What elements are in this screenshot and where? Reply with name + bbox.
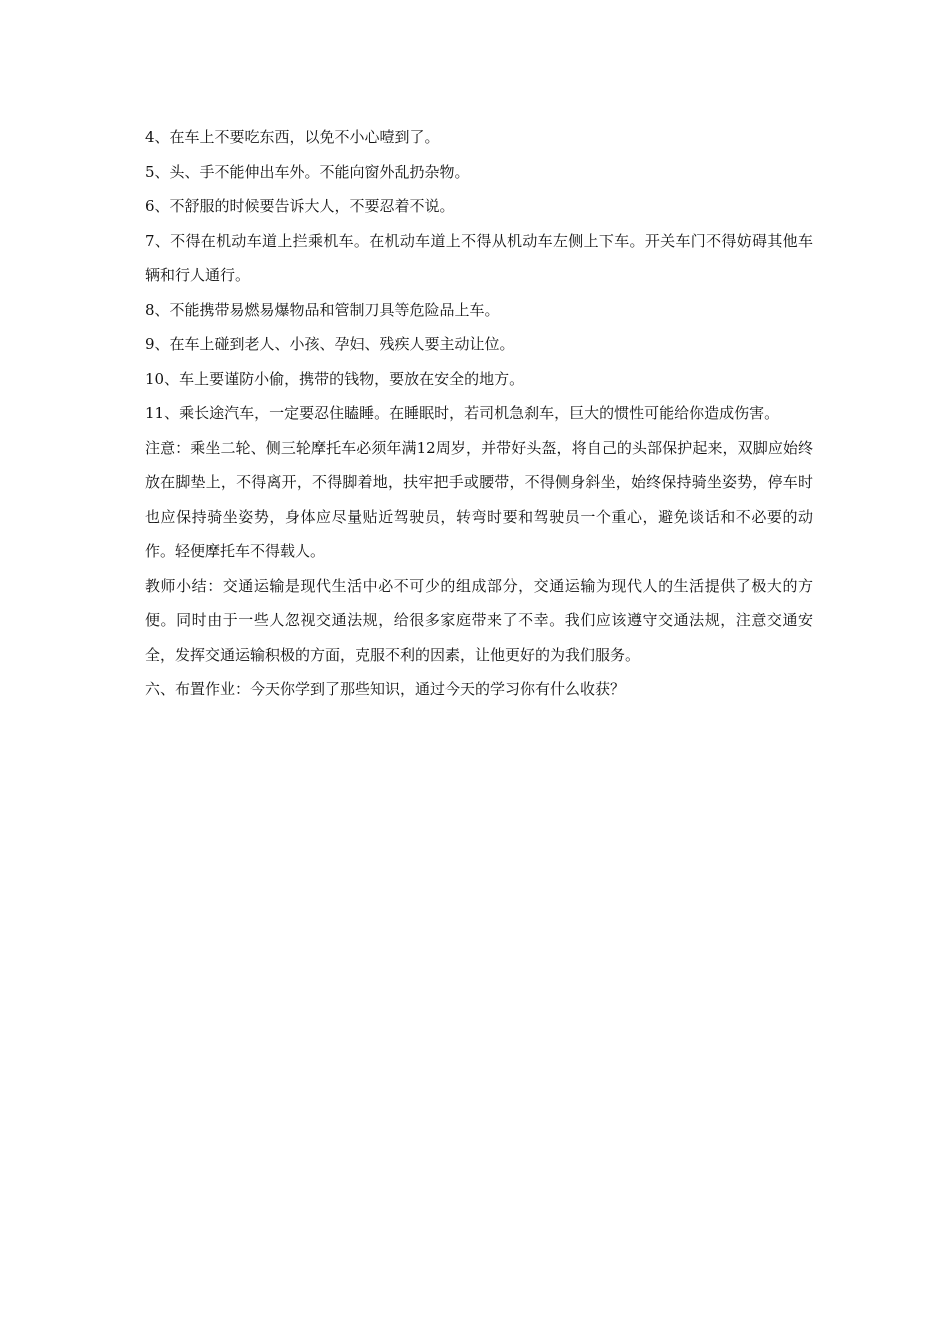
document-body (145, 120, 813, 707)
paragraph-item-10: 10、车上要谨防小偷，携带的钱物，要放在安全的地方。 (145, 369, 525, 388)
paragraph-item-7: 7、不得在机动车道上拦乘机车。在机动车道上不得从机动车左侧上下车。开关车门不得妨碍其他车辆和行人通行。 (145, 231, 813, 284)
paragraph-note: 注意：乘坐二轮、侧三轮摩托车必须年满12周岁，并带好头盔，将自己的头部保护起来，双脚应始终放在脚垫上，不得离开，不得脚着地，扶牢把手或腰带，不得侧身斜坐，始终保持骑坐姿势，停车时也应保持骑坐姿势，身体应尽量贴近驾驶员，转弯时要和驾驶员一个重心，避免谈话和不必要的动作。轻便摩托车不得载人。 (145, 438, 813, 560)
paragraph-item-5: 5、头、手不能伸出车外。不能向窗外乱扔杂物。 (145, 162, 470, 181)
paragraph-homework: 六、布置作业：今天你学到了那些知识，通过今天的学习你有什么收获？ (145, 680, 626, 698)
paragraph-item-6: 6、不舒服的时候要告诉大人，不要忍着不说。 (145, 197, 455, 215)
paragraph-teacher-summary: 教师小结：交通运输是现代生活中必不可少的组成部分，交通运输为现代人的生活提供了极大的方便。同时由于一些人忽视交通法规，给很多家庭带来了不幸。我们应该遵守交通法规，注意交通安全，发挥交通运输积极的方面，克服不利的因素，让他更好的为我们服务。 (145, 576, 813, 664)
paragraph-item-4: 4、在车上不要吃东西，以免不小心噎到了。 (145, 128, 440, 146)
paragraph-item-11: 11、乘长途汽车，一定要忍住瞌睡。在睡眠时，若司机急刹车，巨大的惯性可能给你造成伤害。 (145, 404, 780, 422)
paragraph-item-8: 8、不能携带易燃易爆物品和管制刀具等危险品上车。 (145, 300, 500, 319)
paragraph-item-9: 9、在车上碰到老人、小孩、孕妇、残疾人要主动让位。 (145, 335, 515, 353)
